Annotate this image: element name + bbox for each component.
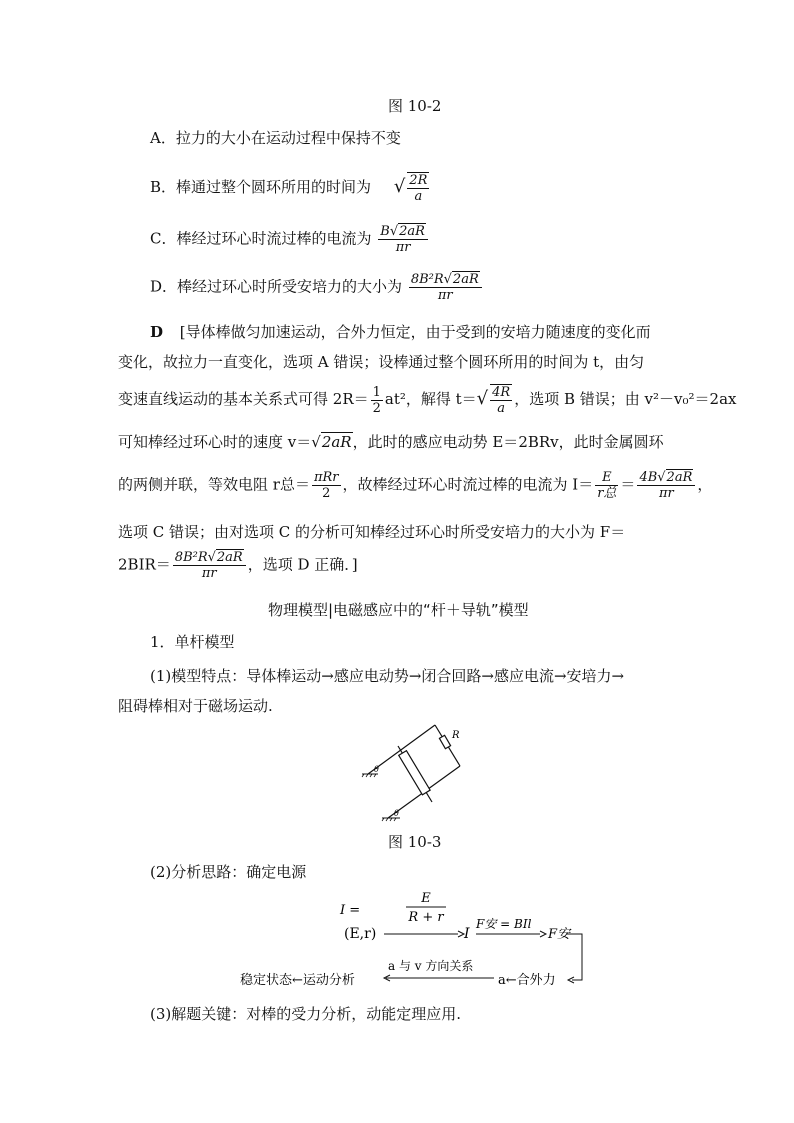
current-fraction-2: $\frac{4B√2aR}{\pi r}$: [637, 470, 695, 501]
option-b-text: B．棒通过整个圆环所用的时间为: [150, 178, 372, 196]
answer-line-6: 选项 C 错误；由对选项 C 的分析可知棒经过环心时所受安培力的大小为 F＝: [118, 523, 626, 541]
option-c-formula: $\frac{B√2aR}{\pi r}$: [378, 224, 428, 255]
flow-a-node: a←合外力: [498, 973, 556, 988]
answer-text-5a: 的两侧并联，等效电阻 r总＝: [118, 475, 310, 494]
option-d-formula: $\frac{\text{8B²R√2aR}}{\pi r}$: [409, 272, 482, 303]
features-line-1: (1)模型特点：导体棒运动→感应电动势→闭合回路→感应电流→安培力→: [150, 667, 625, 685]
answer-text-5c: ＝: [620, 475, 636, 494]
analysis-heading: (2)分析思路：确定电源: [150, 863, 307, 881]
answer-line-1: [150, 322, 651, 342]
analysis-flow-diagram: [236, 888, 596, 992]
force-fraction: $\frac{\text{8B²R√2aR}}{\pi r}$: [173, 550, 246, 581]
answer-line-5: 的两侧并联，等效电阻 r总＝ $\frac{\text{πRr}}{2}$ ，故棒经过环心时流过棒的电流为 I＝ $\frac{E}{\text{r总}}$ ＝ $\frac{4B√2aR}{\pi r}$ ，: [118, 470, 713, 501]
answer-text-1: [导体棒做匀加速运动，合外力恒定，由于受到的安培力随速度的变化而: [179, 323, 651, 341]
section-title: 物理模型|电磁感应中的“杆＋导轨”模型: [268, 601, 529, 619]
answer-text-4a: 可知棒经过环心时的速度 v＝: [118, 433, 312, 451]
answer-text-5b: ，故棒经过环心时流过棒的电流为 I＝: [342, 475, 594, 494]
flow-eq1-lhs: I =: [340, 903, 361, 918]
answer-text-7b: ，选项 D 正确．]: [247, 555, 358, 574]
resistance-fraction: $\frac{\text{πRr}}{2}$: [313, 470, 339, 501]
answer-text-4b: ，此时的感应电动势 E＝2BRv，此时金属圆环: [352, 433, 664, 451]
flow-eq1-num: E: [421, 891, 431, 906]
flow-source: (E,r): [344, 926, 377, 942]
figure-caption-10-3: 图 10-3: [388, 833, 442, 851]
angle-label-1: θ: [374, 765, 379, 774]
answer-letter: D: [150, 323, 164, 341]
flow-relation: a 与 v 方向关系: [388, 959, 474, 973]
option-b-formula: √ $\frac{2R}{a}$: [393, 173, 428, 204]
answer-line-4: 可知棒经过环心时的速度 v＝√2aR，此时的感应电动势 E＝2BRv，此时金属圆环: [118, 433, 664, 451]
flow-eq2: F安 = BIl: [476, 917, 532, 931]
answer-line-2: 变化，故拉力一直变化，选项 A 错误；设棒通过整个圆环所用的时间为 t，由匀: [118, 353, 645, 371]
answer-line-7: [118, 550, 358, 581]
option-b: [150, 172, 431, 204]
answer-line-3: 变速直线运动的基本关系式可得 2R＝ $\frac{1}{2}$ at²，解得 t＝√ $\frac{4R}{a}$ ，选项 B 错误；由 v²－v₀²＝2ax: [118, 384, 737, 416]
flow-F: F安: [548, 927, 571, 942]
features-line-2: 阻碍棒相对于磁场运动.: [118, 697, 273, 715]
single-rod-heading: 1．单杆模型: [150, 633, 235, 651]
figure-caption-10-2: 图 10-2: [388, 97, 442, 115]
option-d-text: D．棒经过环心时所受安培力的大小为: [150, 277, 403, 296]
option-c-text: C．棒经过环心时流过棒的电流为: [150, 229, 372, 248]
option-c: [150, 224, 430, 255]
answer-text-3a: 变速直线运动的基本关系式可得 2R＝: [118, 390, 369, 408]
answer-text-3b: at²，解得 t＝: [384, 390, 477, 408]
half-fraction: $\frac{1}{2}$: [372, 384, 381, 416]
answer-text-3c: ，选项 B 错误；由 v²－v₀²＝2ax: [514, 390, 737, 408]
flow-I: I: [464, 926, 470, 942]
flow-eq1-den: R + r: [408, 910, 444, 925]
angle-label-2: θ: [394, 809, 399, 818]
answer-text-7a: 2BIR＝: [118, 555, 171, 574]
option-a: A．拉力的大小在运动过程中保持不变: [150, 129, 401, 147]
rail-diagram: [360, 722, 470, 822]
resistor-label: R: [452, 730, 460, 741]
key-points: (3)解题关键：对棒的受力分析，动能定理应用.: [150, 1005, 462, 1023]
option-d: [150, 272, 484, 303]
current-fraction-1: $\frac{E}{\text{r总}}$: [597, 470, 617, 501]
time-fraction: $\frac{4R}{a}$: [492, 385, 511, 416]
flow-steady: 稳定状态←运动分析: [240, 973, 355, 988]
